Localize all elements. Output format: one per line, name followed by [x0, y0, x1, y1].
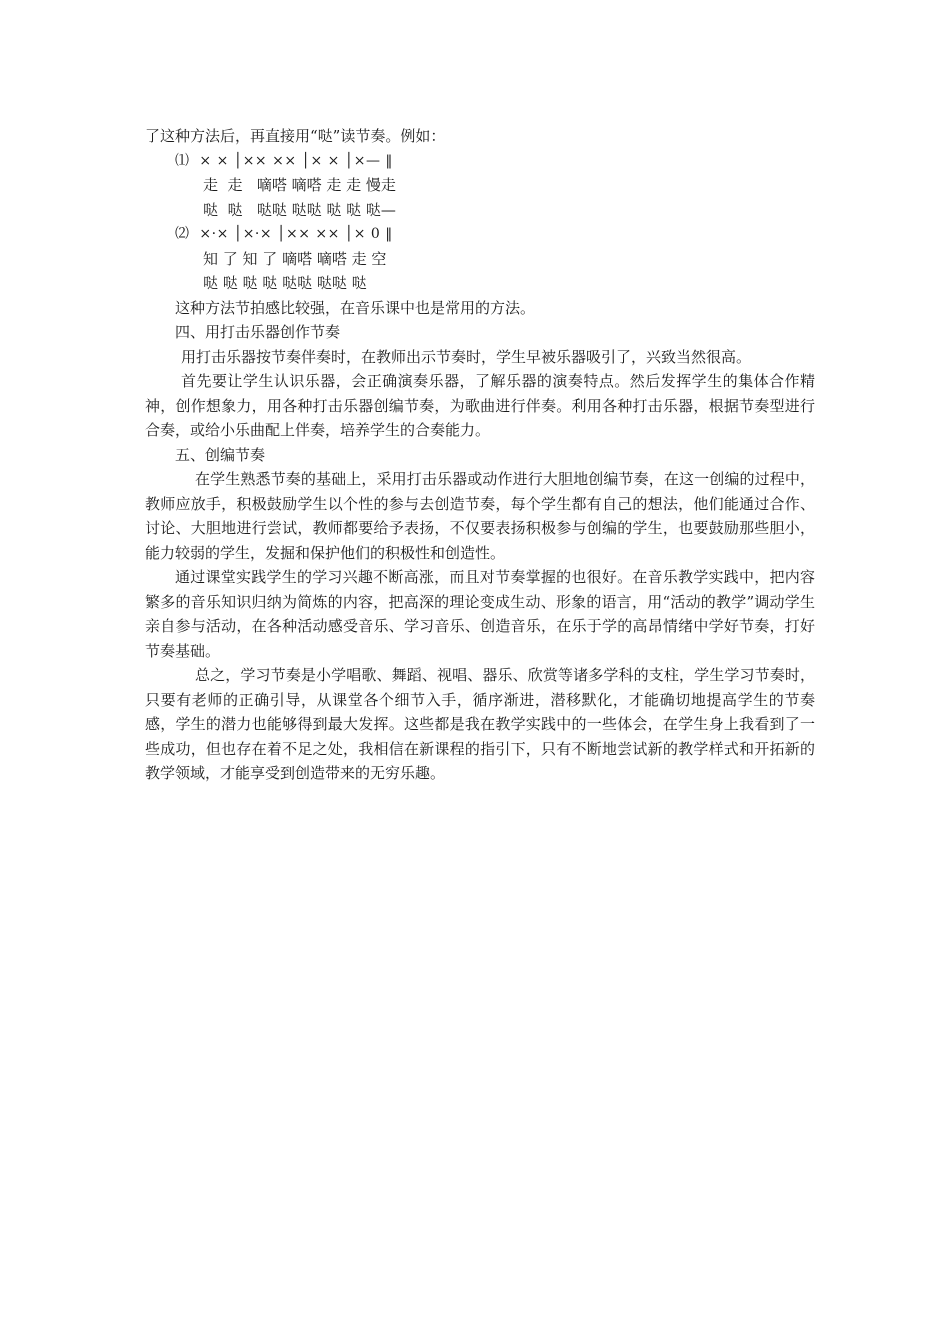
example1-rhythm: ⑴ × × │×× ×× │× × │×— ‖ — [175, 152, 393, 169]
example2-syllables: 哒 哒 哒 哒 哒哒 哒哒 哒 — [203, 274, 367, 292]
document-page — [145, 124, 815, 786]
section5-paragraph: 在学生熟悉节奏的基础上，采用打击乐器或动作进行大胆地创编节奏，在这一创编的过程中，教师应放手，积极鼓励学生以个性的参与去创造节奏，每个学生都有自己的想法，他们能通过合作、讨论、大胆地进行尝试，教师都要给予表扬，不仅要表扬积极参与创编的学生，也要鼓励那些胆小，能力较弱的学生，发掘和保护他们的积极性和创造性。 — [145, 470, 815, 562]
summary-paragraph-2: 总之，学习节奏是小学唱歌、舞蹈、视唱、器乐、欣赏等诸多学科的支柱，学生学习节奏时，只要有老师的正确引导，从课堂各个细节入手，循序渐进，潜移默化，才能确切地提高学生的节奏感，学生的潜力也能够得到最大发挥。这些都是我在教学实践中的一些体会，在学生身上我看到了一些成功，但也存在着不足之处，我相信在新课程的指引下，只有不断地尝试新的教学样式和开拓新的教学领域，才能享受到创造带来的无穷乐趣。 — [145, 666, 815, 782]
example2-words: 知 了 知 了 嘀嗒 嘀嗒 走 空 — [203, 249, 387, 268]
example1-syllables: 哒 哒 哒哒 哒哒 哒 哒 哒— — [203, 200, 396, 219]
section5-heading: 五、创编节奏 — [175, 445, 266, 464]
example2-rhythm: ⑵ ×·× │×·× │×× ×× │× 0 ‖ — [175, 226, 393, 242]
section4-paragraph-1: 用打击乐器按节奏伴奏时，在教师出示节奏时，学生早被乐器吸引了，兴致当然很高。 — [181, 347, 752, 366]
section4-paragraph-2: 首先要让学生认识乐器，会正确演奏乐器，了解乐器的演奏特点。然后发挥学生的集体合作精神，创作想象力，用各种打击乐器创编节奏，为歌曲进行伴奏。利用各种打击乐器，根据节奏型进行合奏，或给小乐曲配上伴奏，培养学生的合奏能力。 — [145, 372, 815, 439]
example1-words: 走 走 嘀嗒 嘀嗒 走 走 慢走 — [203, 176, 396, 194]
summary-paragraph-1: 通过课堂实践学生的学习兴趣不断高涨，而且对节奏掌握的也很好。在音乐教学实践中，把内容繁多的音乐知识归纳为简炼的内容，把高深的理论变成生动、形象的语言，用“活动的教学”调动学生亲自参与活动，在各种活动感受音乐、学习音乐、创造音乐，在乐于学的高昂情绪中学好节奏，打好节奏基础。 — [145, 568, 815, 660]
intro-line: 了这种方法后，再直接用“哒”读节奏。例如： — [145, 127, 446, 145]
section4-heading: 四、用打击乐器创作节奏 — [175, 323, 341, 341]
method-note: 这种方法节拍感比较强，在音乐课中也是常用的方法。 — [175, 298, 536, 317]
